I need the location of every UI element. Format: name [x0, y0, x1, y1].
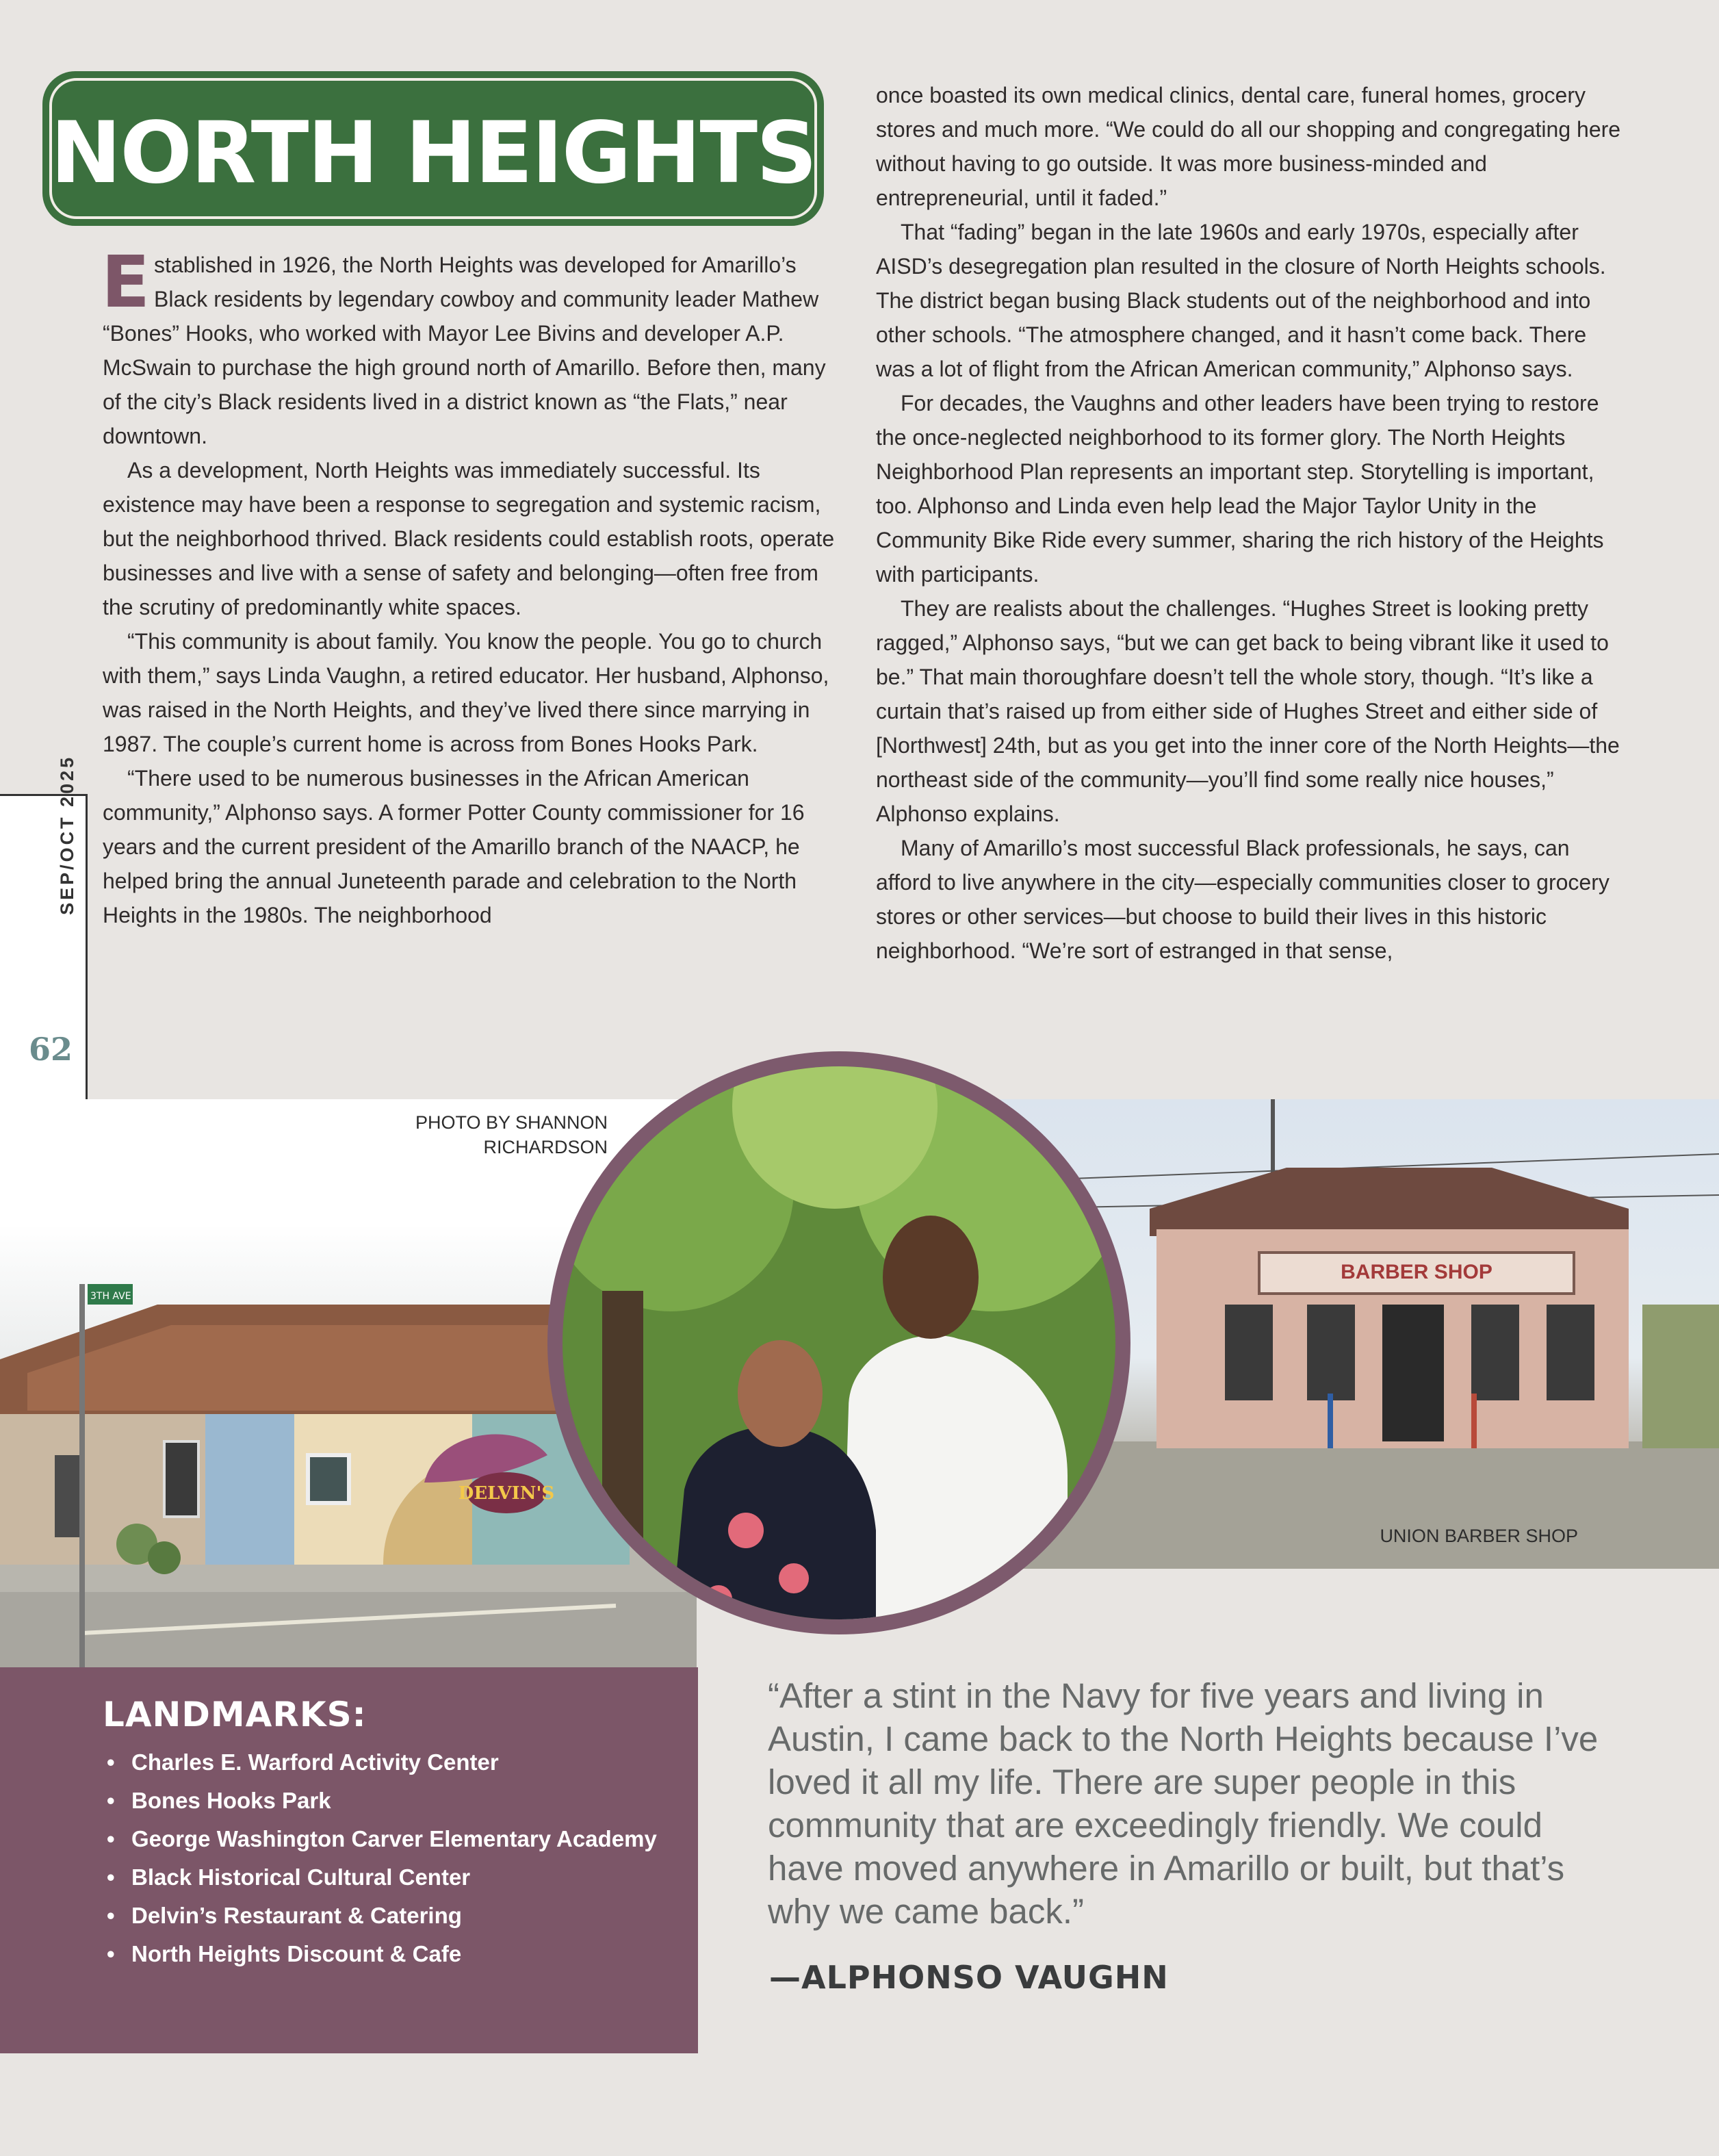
- list-item: • George Washington Carver Elementary Academy: [103, 1826, 677, 1852]
- paragraph-text: stablished in 1926, the North Heights was developed for Amarillo’s Black residents by legendary cowboy and community leader Mathew “Bones” Hooks, who worked with Mayor Lee Bivins and developer A.P. McSwain to purchase the high ground north of Amarillo. Before then, many of the city’s Black residents lived in a district known as “the Flats,” near downtown.: [103, 253, 826, 448]
- list-item: • Charles E. Warford Activity Center: [103, 1749, 677, 1775]
- list-item: • Delvin’s Restaurant & Catering: [103, 1903, 677, 1929]
- paragraph: They are realists about the challenges. “Hughes Street is looking pretty ragged,” Alphonso says, “but we can get back to being vibrant like it used to be.” That main thoroughfare doesn’t tell the whole story, though. “It’s like a curtain that’s raised up from either side of Hughes Street and either side of [Northwest] 24th, but as you get into the inner core of the North Heights—the northeast side of the community—you’ll find some really nice houses,” Alphonso explains.: [876, 596, 1620, 826]
- portrait-circle: [547, 1051, 1130, 1634]
- list-item: • Black Historical Cultural Center: [103, 1864, 677, 1890]
- paragraph: As a development, North Heights was immediately successful. Its existence may have been a response to segregation and systemic racism, but the neighborhood thrived. Black residents could establish roots, operate businesses and live with a sense of safety and belonging—often free from the scrutiny of predominantly white spaces.: [103, 458, 835, 619]
- landmarks-list: [103, 1749, 677, 1979]
- paragraph: For decades, the Vaughns and other leaders have been trying to restore the once-neglected neighborhood to its former glory. The North Heights Neighborhood Plan represents an important step. Storytelling is important, too. Alphonso and Linda even help lead the Major Taylor Unity in the Community Bike Ride every summer, sharing the rich history of the Heights with participants.: [876, 391, 1604, 587]
- barber-shop-caption: UNION BARBER SHOP: [1380, 1526, 1578, 1546]
- landmarks-heading: LANDMARKS:: [103, 1695, 367, 1734]
- paragraph: “This community is about family. You know the people. You go to church with them,” says Linda Vaughn, a retired educator. Her husband, Alphonso, was raised in the North Heights, and they’ve lived there since marrying in 1987. The couple’s current home is across from Bones Hooks Park.: [103, 629, 829, 756]
- paragraph: That “fading” began in the late 1960s and early 1970s, especially after AISD’s desegregation plan resulted in the closure of North Heights schools. The district began busing Black students out of the neighborhood and into other schools. “The atmosphere changed, and it hasn’t come back. There was a lot of flight from the African American community,” Alphonso says.: [876, 220, 1606, 381]
- list-item: • Bones Hooks Park: [103, 1788, 677, 1814]
- photo-credit: PHOTO BY SHANNON RICHARDSON: [415, 1112, 608, 1157]
- article-right-column: [876, 78, 1622, 968]
- paragraph: once boasted its own medical clinics, dental care, funeral homes, grocery stores and much more. “We could do all our shopping and congregating here without having to go outside. It was more business-minded and entrepreneurial, until it faded.”: [876, 83, 1621, 210]
- portrait-illustration: [547, 1051, 1130, 1634]
- pull-quote: “After a stint in the Navy for five years and living in Austin, I came back to the North Heights because I’ve loved it all my life. There are super people in this community that are exceedingly friendly. We could have moved anywhere in Amarillo or built, but that’s why we came back.”: [768, 1676, 1599, 1931]
- paragraph: “There used to be numerous businesses in the African American community,” Alphonso says. A former Potter County commissioner for 16 years and the current president of the Amarillo branch of the NAACP, he helped bring the annual Juneteenth parade and celebration to the North Heights in the 1980s. The neighborhood: [103, 766, 805, 927]
- street-sign-text: 3TH AVE: [90, 1291, 131, 1302]
- page-title: NORTH HEIGHTS: [50, 104, 816, 203]
- barber-sign-text: BARBER SHOP: [1341, 1261, 1492, 1283]
- paragraph: Many of Amarillo’s most successful Black professionals, he says, can afford to live anywhere in the city—especially communities closer to grocery stores or other services—but choose to build their lives in this historic neighborhood. “We’re sort of estranged in that sense,: [876, 836, 1610, 963]
- page-number: 62: [29, 1031, 73, 1068]
- landmarks-box: [0, 1667, 698, 2053]
- article-left-column: [101, 240, 842, 932]
- issue-date: SEP/OCT 2025: [57, 754, 77, 915]
- restaurant-sign-text: DELVIN'S: [458, 1483, 555, 1504]
- paragraph: [101, 240, 842, 453]
- title-banner: [42, 71, 824, 226]
- drop-cap: E: [101, 240, 151, 324]
- quote-attribution: —ALPHONSO VAUGHN: [769, 1959, 1169, 1996]
- list-item: • North Heights Discount & Cafe: [103, 1941, 677, 1967]
